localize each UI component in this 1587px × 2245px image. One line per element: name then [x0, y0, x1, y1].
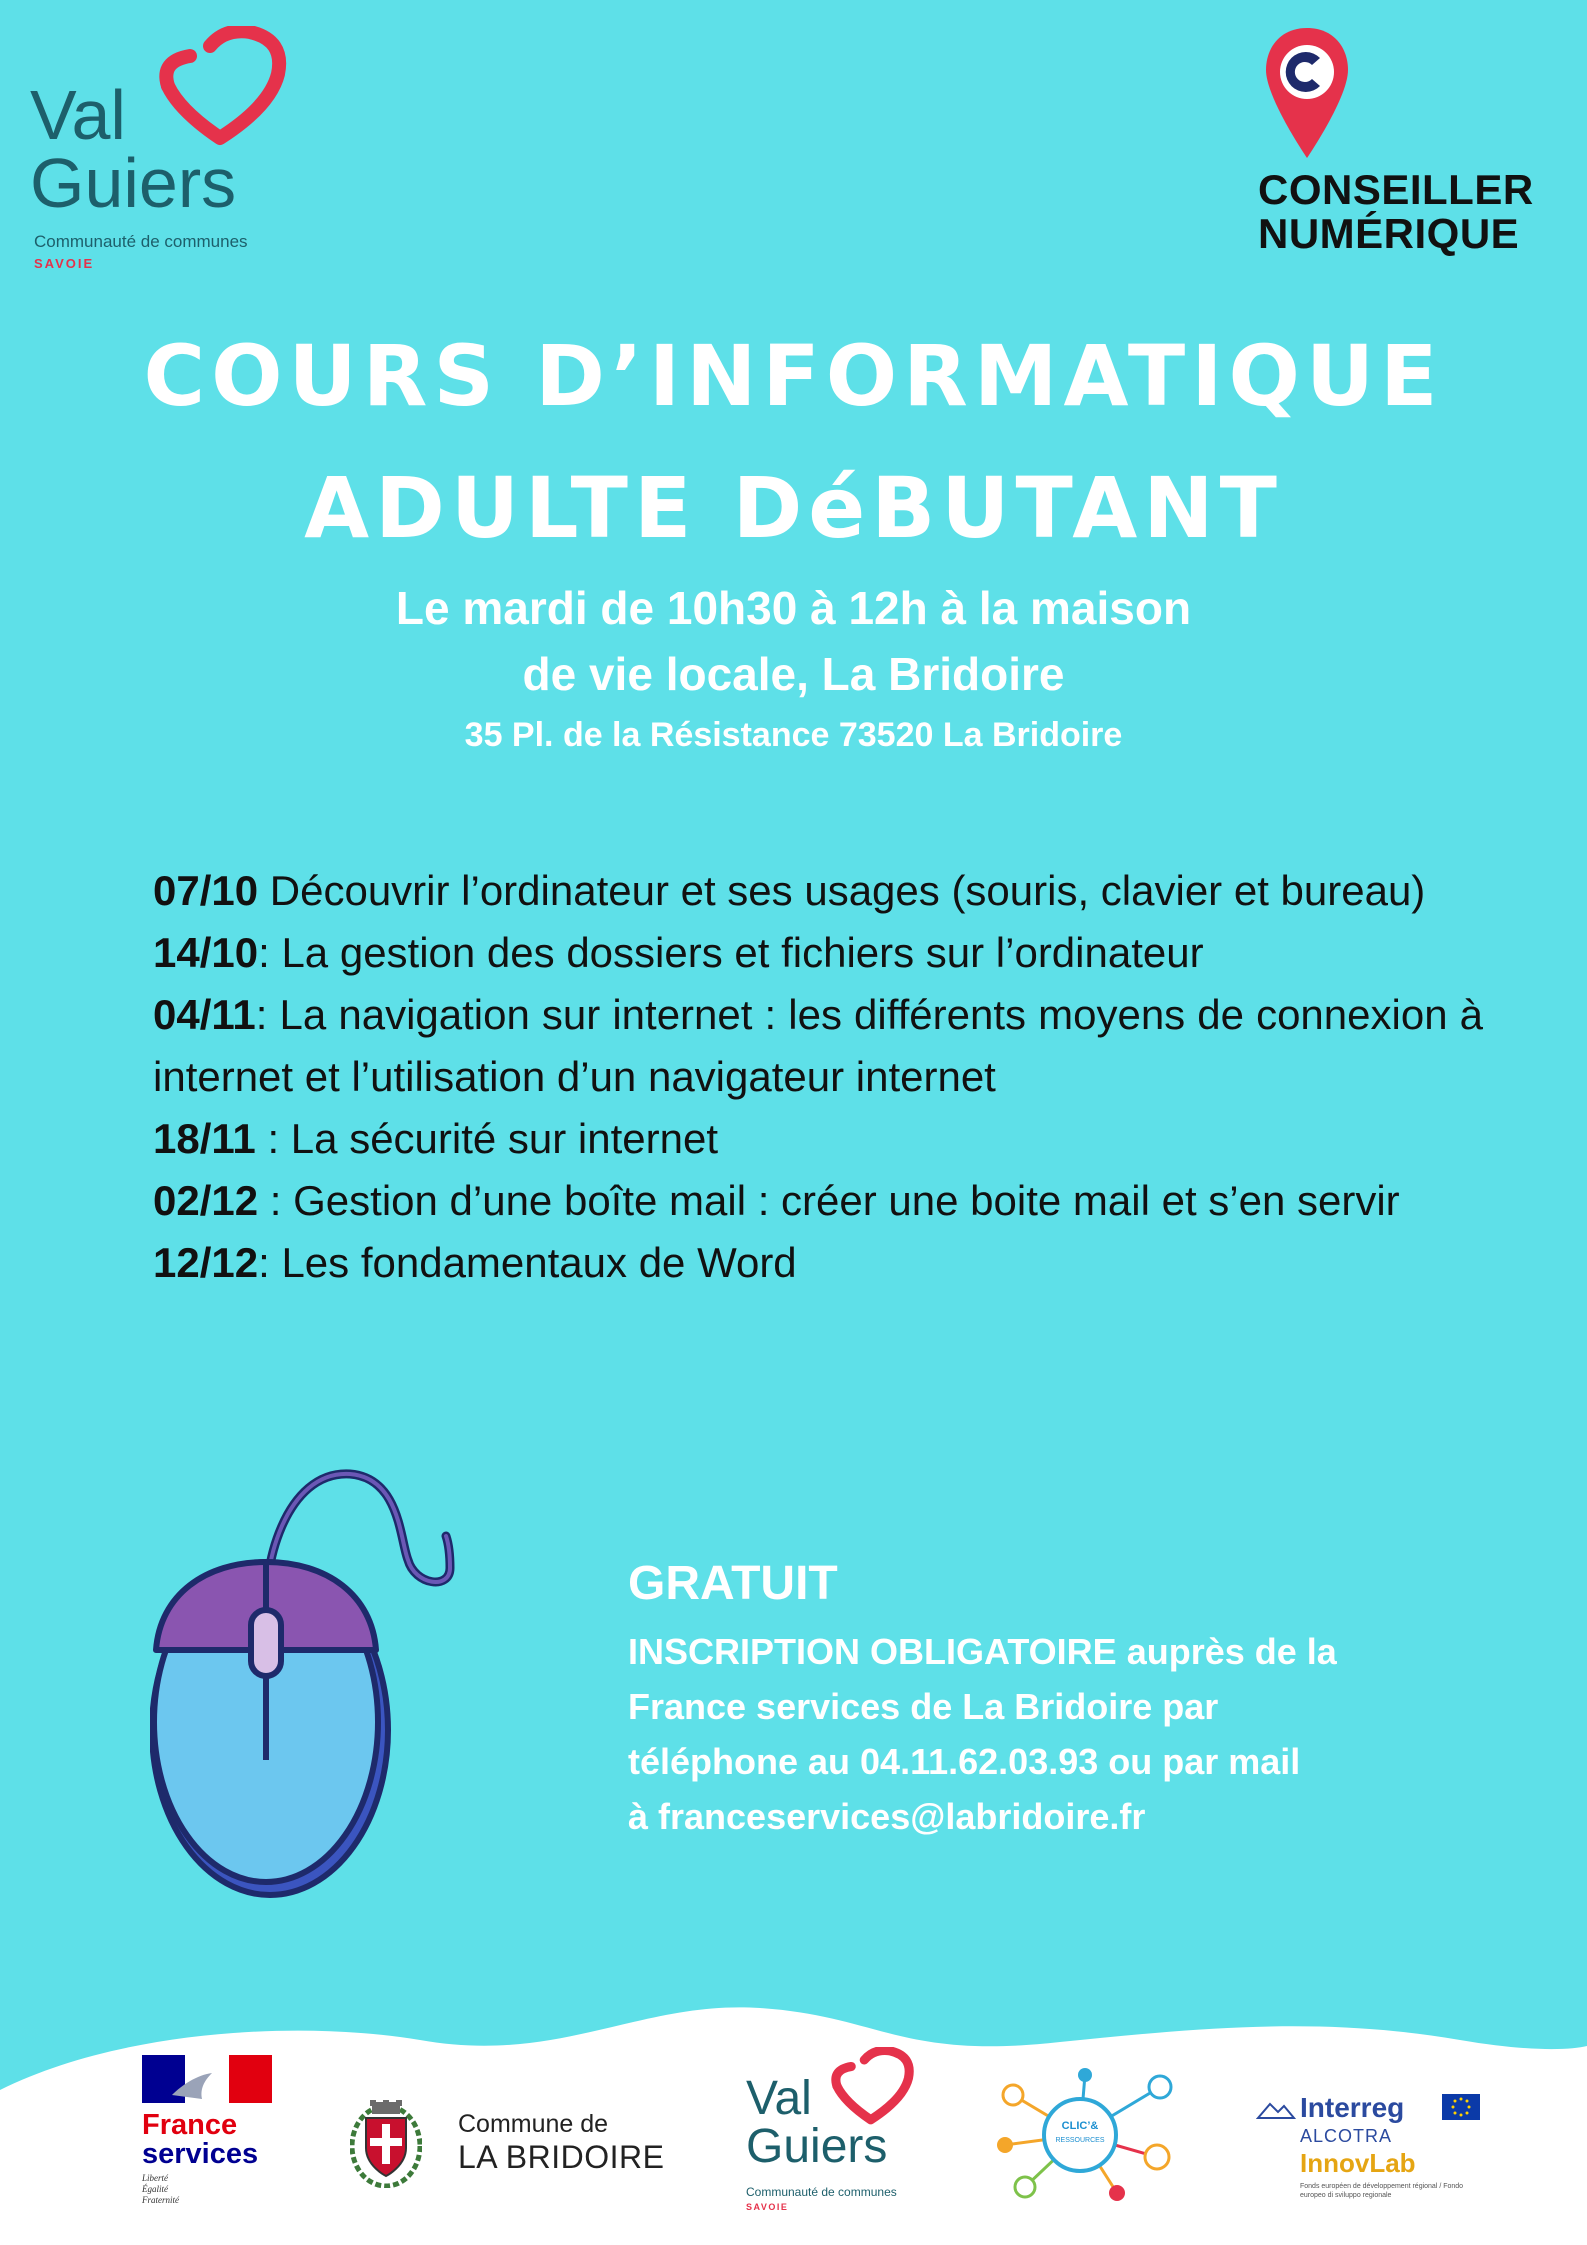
list-item	[153, 1108, 1483, 1170]
registration-text	[628, 1624, 1428, 1844]
session-topic: : La navigation sur internet : les différents moyens de connexion à internet et l’utilisation d’un navigateur internet	[153, 991, 1483, 1100]
logo-region: SAVOIE	[34, 256, 95, 271]
interreg-innovlab: InnovLab	[1300, 2148, 1416, 2178]
session-date: 18/11	[153, 1115, 256, 1162]
session-topic: : Gestion d’une boîte mail : créer une boite mail et s’en servir	[258, 1177, 1400, 1224]
session-date: 07/10	[153, 867, 259, 914]
coat-of-arms-icon	[350, 2096, 422, 2188]
logo-region: SAVOIE	[746, 2202, 789, 2212]
france-services-logo	[142, 2055, 282, 2206]
registration-line: téléphone au 04.11.62.03.93 ou par mail	[628, 1741, 1301, 1782]
logo-subtitle: Communauté de communes	[746, 2185, 897, 2199]
val-guiers-footer-logo	[742, 2045, 942, 2215]
la-bridoire-logo	[350, 2096, 670, 2196]
logo-word-val: Val	[746, 2072, 812, 2125]
logo-subtitle: Communauté de communes	[34, 232, 248, 251]
computer-mouse-icon	[150, 1460, 480, 1900]
session-date: 12/12	[153, 1239, 259, 1286]
clic-label: CLIC’&	[1061, 2120, 1099, 2132]
title-line-2: ADULTE DéBUTANT	[304, 459, 1283, 557]
session-topic: : Les fondamentaux de Word	[258, 1239, 797, 1286]
location-pin-icon	[1262, 24, 1352, 164]
schedule-line-2: de vie locale, La Bridoire	[522, 648, 1065, 700]
motto-line: Liberté	[142, 2173, 168, 2183]
interreg-logo	[1256, 2092, 1496, 2202]
list-item	[153, 922, 1483, 984]
marianne-flag-icon	[142, 2055, 272, 2103]
program-list	[153, 860, 1483, 1294]
commune-label: Commune de	[458, 2110, 609, 2138]
list-item	[153, 1232, 1483, 1294]
registration-email: à franceservices@labridoire.fr	[628, 1796, 1146, 1837]
eu-flag-icon	[1442, 2094, 1480, 2120]
registration-line: INSCRIPTION OBLIGATOIRE auprès de la	[628, 1631, 1337, 1672]
session-date: 04/11	[153, 991, 256, 1038]
clic-ressources-logo	[985, 2065, 1175, 2205]
page-title	[80, 310, 1507, 574]
schedule-line-1: Le mardi de 10h30 à 12h à la maison	[395, 582, 1192, 634]
logo-word-val: Val	[30, 76, 126, 154]
conseiller-line2: NUMÉRIQUE	[1258, 210, 1520, 257]
session-date: 14/10	[153, 929, 259, 976]
session-topic: : La gestion des dossiers et fichiers sur l’ordinateur	[258, 929, 1204, 976]
session-topic: Découvrir l’ordinateur et ses usages (souris, clavier et bureau)	[258, 867, 1426, 914]
interreg-fund-note: Fonds européen de développement régional / Fondo europeo di sviluppo regionale	[1300, 2183, 1464, 2199]
logo-word-guiers: Guiers	[30, 144, 237, 222]
mountain-icon	[1256, 2100, 1296, 2120]
heart-icon	[150, 26, 300, 146]
schedule-block	[200, 575, 1387, 763]
session-date: 02/12	[153, 1177, 259, 1224]
list-item	[153, 984, 1483, 1108]
heart-icon	[824, 2047, 924, 2125]
network-icon	[985, 2065, 1175, 2205]
motto-line: Fraternité	[142, 2195, 179, 2205]
clic-sub: RESSOURCES	[1055, 2137, 1105, 2144]
list-item	[153, 860, 1483, 922]
interreg-alcotra: ALCOTRA	[1300, 2126, 1393, 2146]
france-services-word2: services	[142, 2138, 259, 2170]
logo-word-guiers: Guiers	[746, 2120, 888, 2173]
commune-name: LA BRIDOIRE	[458, 2139, 665, 2175]
list-item	[153, 1170, 1483, 1232]
france-services-word1: France	[142, 2109, 238, 2141]
conseiller-numerique-logo	[1258, 168, 1558, 256]
registration-line: France services de La Bridoire par	[628, 1686, 1219, 1727]
motto-line: Égalité	[142, 2184, 168, 2194]
interreg-title: Interreg	[1300, 2092, 1405, 2123]
title-line-1: COURS D’INFORMATIQUE	[143, 327, 1444, 425]
schedule-address: 35 Pl. de la Résistance 73520 La Bridoire	[464, 716, 1123, 754]
conseiller-line1: CONSEILLER	[1258, 166, 1534, 213]
session-topic: : La sécurité sur internet	[255, 1115, 719, 1162]
free-label: GRATUIT	[628, 1557, 838, 1610]
info-block	[628, 1552, 1428, 1844]
val-guiers-logo	[30, 20, 290, 280]
